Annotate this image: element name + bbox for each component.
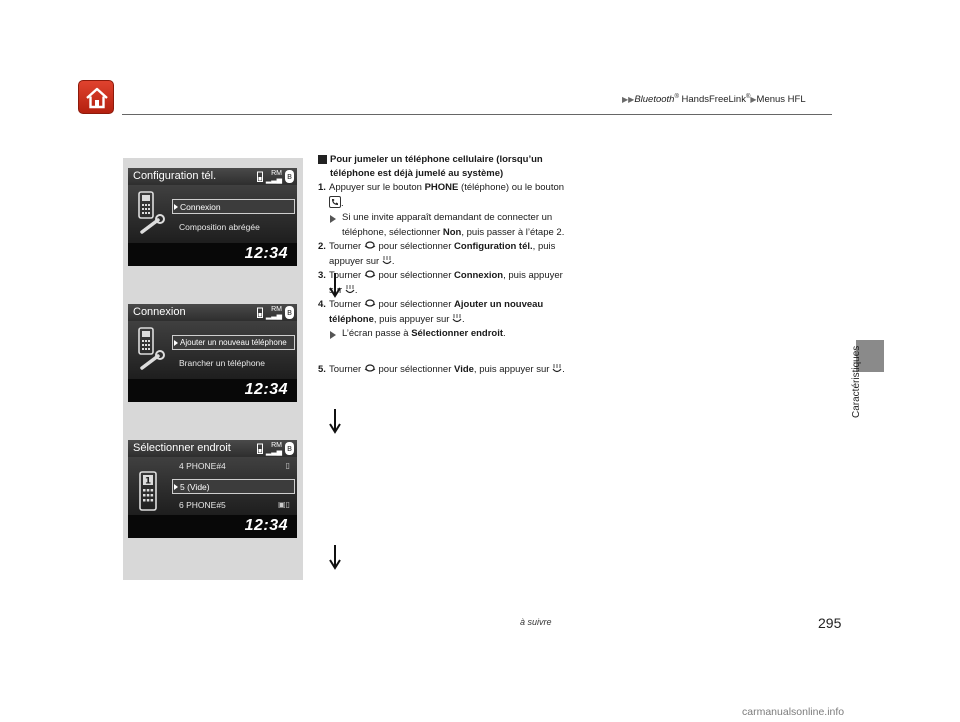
screen-title: Configuration tél. xyxy=(128,168,297,185)
down-arrow-icon xyxy=(328,544,342,570)
menu-item-brancher[interactable]: Brancher un téléphone xyxy=(179,358,266,368)
menu-item-composition[interactable]: Composition abrégée xyxy=(179,222,260,232)
clock: 12:34 xyxy=(128,243,297,266)
menu-item-connexion[interactable]: Connexion xyxy=(172,199,295,214)
continued-label: à suivre xyxy=(520,617,552,627)
slot-item-6[interactable]: 6 PHONE#5 ▣▯ xyxy=(179,500,290,510)
screen-configuration xyxy=(128,168,297,266)
step-4-note: L’écran passe à Sélectionner endroit. xyxy=(318,327,568,342)
screens-panel xyxy=(123,158,303,580)
phone-battery-icon xyxy=(257,443,263,454)
phone-battery-icon xyxy=(257,171,263,182)
menu-item-ajouter[interactable]: Ajouter un nouveau téléphone xyxy=(172,335,295,350)
breadcrumb-menus-hfl[interactable]: Menus HFL xyxy=(756,94,806,106)
step-1-note: Si une invite apparaît demandant de connecter un téléphone, sélectionner Non, puis passer à l’étape 2. xyxy=(318,211,568,240)
step-5: 5. Tourner pour sélectionner Vide, puis appuyer sur . xyxy=(318,363,565,375)
phone-slot-icon: ▣▯ xyxy=(278,500,290,509)
signal-icon: RM ▂▃▅ xyxy=(265,305,282,320)
slot-item-5[interactable]: 5 (Vide) xyxy=(172,479,295,494)
down-arrow-icon xyxy=(328,408,342,434)
home-button[interactable] xyxy=(78,80,114,114)
screen-title: Connexion xyxy=(128,304,297,321)
screen-title: Sélectionner endroit xyxy=(128,440,297,457)
status-icons xyxy=(257,441,294,456)
signal-icon: RM ▂▃▅ xyxy=(265,169,282,184)
phone-battery-icon xyxy=(257,307,263,318)
instructions xyxy=(318,153,568,377)
breadcrumb xyxy=(622,94,806,105)
interface-dial-icon xyxy=(364,240,376,251)
interface-dial-icon xyxy=(364,298,376,309)
clock: 12:34 xyxy=(128,515,297,538)
phone-slot-icon: ▯ xyxy=(285,461,290,470)
phone-wrench-icon xyxy=(136,190,166,236)
interface-dial-icon xyxy=(364,269,376,280)
phone-button-icon xyxy=(329,196,341,208)
signal-icon: RM ▂▃▅ xyxy=(265,441,282,456)
svg-text:1: 1 xyxy=(144,476,152,487)
clock: 12:34 xyxy=(128,379,297,402)
press-dial-icon xyxy=(382,255,392,266)
chapter-label: Caractéristiques xyxy=(851,345,862,418)
breadcrumb-arrow-icon: ▶▶ xyxy=(622,95,635,105)
phone-slot-icon xyxy=(136,462,166,512)
bluetooth-icon: ʙ xyxy=(285,170,294,183)
breadcrumb-arrow-icon: ▶ xyxy=(750,95,757,105)
registered-mark-icon: ® xyxy=(674,94,679,100)
press-dial-icon xyxy=(452,313,462,324)
home-icon xyxy=(84,85,110,111)
phone-wrench-icon xyxy=(136,326,166,372)
step-2: 2. Tourner pour sélectionner Configuration tél., puis appuyer sur . xyxy=(318,241,556,267)
press-dial-icon xyxy=(552,363,562,374)
interface-dial-icon xyxy=(364,363,376,374)
screen-body xyxy=(128,321,297,379)
page-number: 295 xyxy=(818,615,842,631)
screen-body xyxy=(128,457,297,515)
registered-mark-icon: ® xyxy=(745,94,751,100)
status-icons xyxy=(257,305,294,320)
breadcrumb-handsfreelink[interactable]: HandsFreeLink xyxy=(678,94,746,106)
screen-body xyxy=(128,185,297,243)
step-3: 3. Tourner pour sélectionner Connexion, puis appuyer sur . xyxy=(318,270,563,296)
step-1: 1. Appuyer sur le bouton PHONE (téléphone) ou le bouton . xyxy=(318,182,565,209)
screen-selectionner-endroit xyxy=(128,440,297,538)
header-rule xyxy=(122,114,832,115)
section-heading: Pour jumeler un téléphone cellulaire (lorsqu’un téléphone est déjà jumelé au système) xyxy=(318,153,568,180)
breadcrumb-bluetooth[interactable]: Bluetooth xyxy=(634,94,675,106)
screen-connexion xyxy=(128,304,297,402)
step-4: 4. Tourner pour sélectionner Ajouter un nouveau téléphone, puis appuyer sur . xyxy=(318,299,544,325)
bluetooth-icon: ʙ xyxy=(285,442,294,455)
status-icons xyxy=(257,169,294,184)
slot-item-4[interactable]: 4 PHONE#4 ▯ xyxy=(179,461,290,471)
bluetooth-icon: ʙ xyxy=(285,306,294,319)
press-dial-icon xyxy=(345,284,355,295)
watermark[interactable]: carmanualsonline.info xyxy=(742,706,845,718)
